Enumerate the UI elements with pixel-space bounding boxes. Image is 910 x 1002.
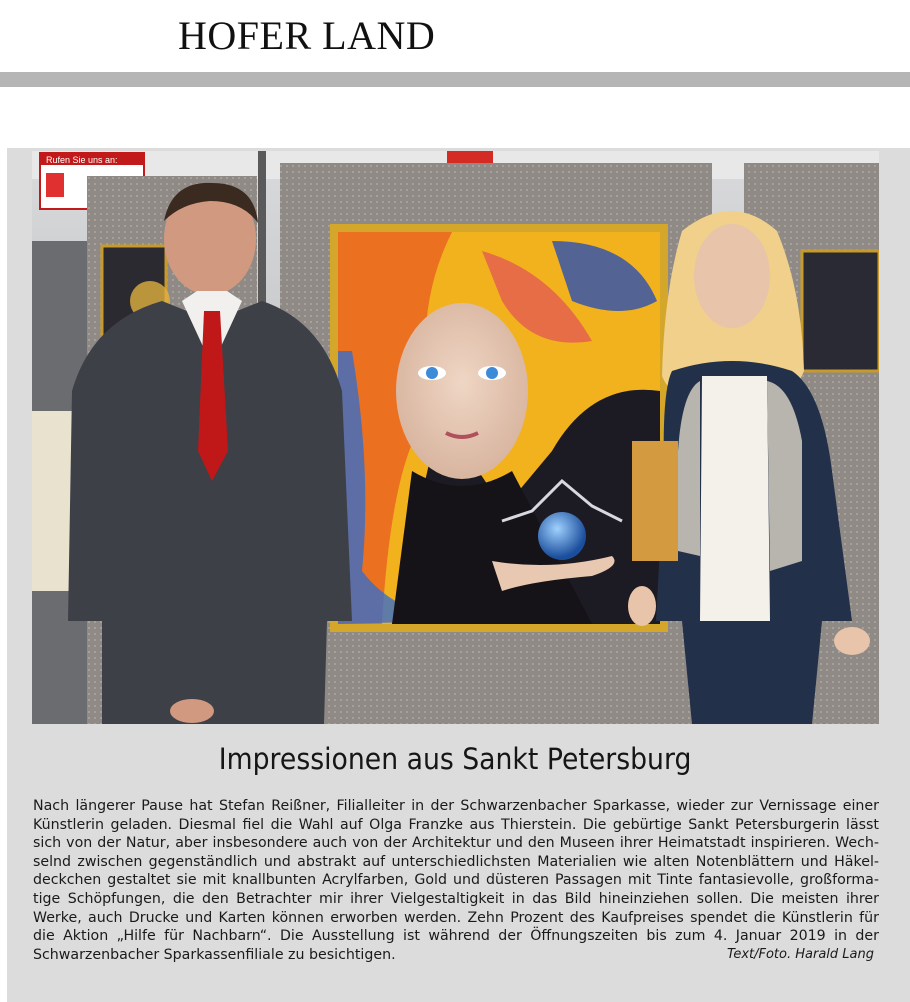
article-line: Werke, auch Drucke und Karten können erworben werden. Zehn Prozent des Kaufpreises spendet die Künstlerin für (33, 909, 879, 926)
article-photo (32, 151, 879, 724)
article-last-line (33, 946, 879, 965)
page-header (0, 0, 910, 72)
header-rule (0, 72, 910, 87)
article-line: sich von der Natur, aber insbesondere auch von der Architektur und den Museen ihrer Heimatstadt inspirieren. Wech- (33, 835, 879, 852)
photo-credit: Text/Foto. Harald Lang (727, 946, 874, 962)
article-line: tige Schöpfungen, die den Betrachter mir ihrer Vielgestaltigkeit in das Bild hineinziehen sollen. Die meisten ihrer (33, 890, 879, 907)
article-line: Künstlerin geladen. Diesmal fiel die Wahl auf Olga Franzke aus Thierstein. Die gebürtige Sankt Petersburgerin lässt (33, 816, 879, 833)
article-line: selnd zwischen gegenständlich und abstrakt auf unterschiedlichsten Materialien wie alten Notenblättern und Häkel- (33, 853, 879, 870)
article-body (33, 797, 879, 964)
article-line: die Aktion „Hilfe für Nachbarn“. Die Ausstellung ist während der Öffnungszeiten bis zum 4. Januar 2019 in der (33, 928, 879, 945)
article-line: deckchen gestaltet sie mit knallbunten Acrylfarben, Gold und düsteren Passagen mit Tinte fantasievolle, großforma- (33, 872, 879, 889)
article-line: Schwarzenbacher Sparkassenfiliale zu besichtigen. (33, 946, 396, 963)
section-title: HOFER LAND (178, 13, 436, 58)
sign-text: Rufen Sie uns an: (46, 155, 118, 165)
article-headline: Impressionen aus Sankt Petersburg (218, 742, 692, 776)
article-line: Nach längerer Pause hat Stefan Reißner, Filialleiter in der Schwarzenbacher Sparkasse, wieder zur Vernissage einer (33, 798, 879, 814)
